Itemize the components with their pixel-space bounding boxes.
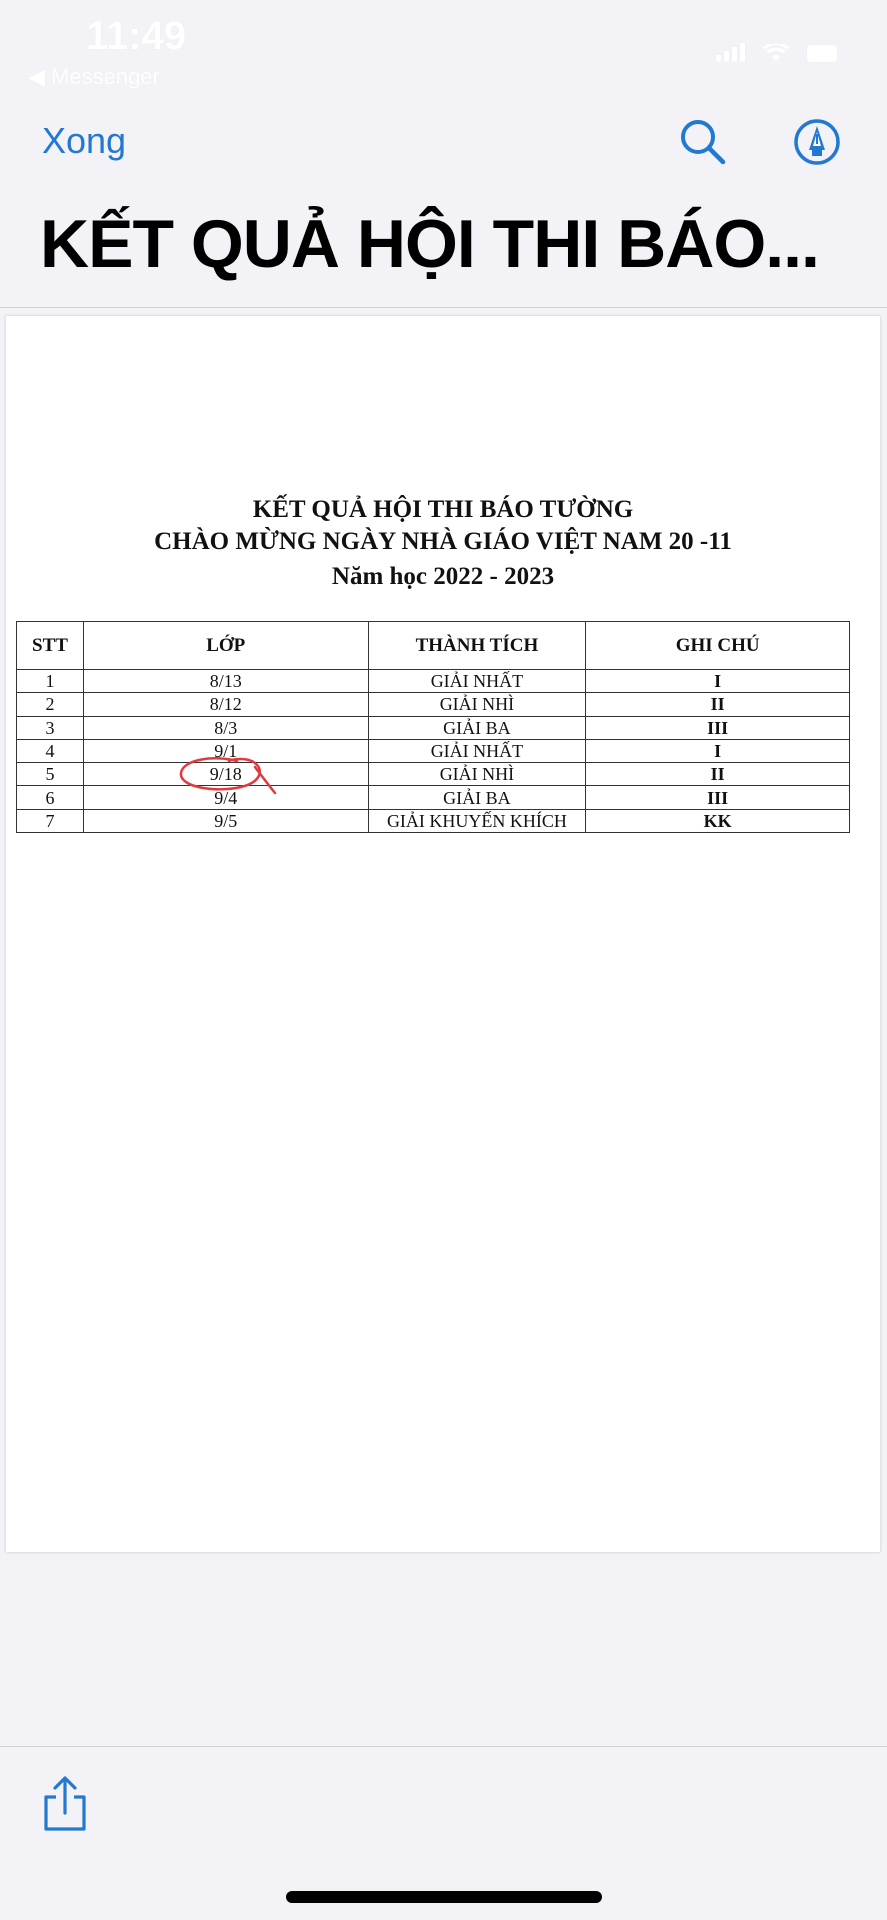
cell-stt: 7 [17, 809, 84, 832]
document-heading-title: KẾT QUẢ HỘI THI BÁO TƯỜNG [252, 496, 634, 523]
column-header-achievement: THÀNH TÍCH [368, 622, 586, 670]
column-header-note: GHI CHÚ [586, 622, 850, 670]
share-icon [40, 1775, 90, 1835]
cell-achievement: GIẢI BA [368, 716, 586, 739]
cell-stt: 3 [17, 716, 84, 739]
cell-class: 9/4 [83, 786, 368, 809]
search-icon [678, 116, 728, 168]
document-page[interactable] [6, 316, 880, 1552]
battery-icon [807, 45, 837, 62]
table-row [17, 693, 850, 716]
cell-note: I [586, 739, 850, 762]
cell-achievement: GIẢI BA [368, 786, 586, 809]
cell-achievement: GIẢI NHÌ [368, 763, 586, 786]
cell-stt: 1 [17, 670, 84, 693]
document-heading-year: Năm học 2022 - 2023 [331, 563, 555, 590]
status-bar [0, 0, 887, 90]
search-button[interactable] [678, 116, 728, 168]
header-divider [0, 307, 887, 308]
cell-stt: 2 [17, 693, 84, 716]
cell-stt: 5 [17, 763, 84, 786]
markup-pen-icon [792, 116, 842, 168]
share-button[interactable] [40, 1775, 90, 1835]
cell-note: II [586, 693, 850, 716]
cell-class: 9/1 [83, 739, 368, 762]
page-title: KẾT QUẢ HỘI THI BÁO... [40, 206, 819, 282]
document-heading-subtitle: CHÀO MỪNG NGÀY NHÀ GIÁO VIỆT NAM 20 -11 [154, 528, 732, 555]
back-to-app-link[interactable]: ◀ Messenger [28, 64, 160, 89]
status-time: 11:49 [86, 14, 187, 58]
column-header-class: LỚP [83, 622, 368, 670]
table-row [17, 809, 850, 832]
cell-note: III [586, 786, 850, 809]
cell-class: 8/12 [83, 693, 368, 716]
table-row [17, 763, 850, 786]
table-row [17, 716, 850, 739]
column-header-stt: STT [17, 622, 84, 670]
cell-class: 9/18 [83, 763, 368, 786]
home-indicator[interactable] [286, 1891, 602, 1903]
toolbar-divider [0, 1746, 887, 1747]
cell-class: 9/5 [83, 809, 368, 832]
cell-achievement: GIẢI NHẤT [368, 739, 586, 762]
table-row [17, 670, 850, 693]
cell-stt: 6 [17, 786, 84, 809]
done-button[interactable]: Xong [42, 120, 127, 161]
cell-achievement: GIẢI NHÌ [368, 693, 586, 716]
status-icons [716, 40, 837, 62]
signal-icon [716, 43, 745, 62]
cell-note: III [586, 716, 850, 739]
table-header-row [17, 622, 850, 670]
markup-button[interactable] [792, 116, 842, 168]
cell-stt: 4 [17, 739, 84, 762]
cell-class: 8/13 [83, 670, 368, 693]
cell-note: II [586, 763, 850, 786]
results-table [16, 621, 850, 833]
cell-achievement: GIẢI NHẤT [368, 670, 586, 693]
table-row [17, 739, 850, 762]
cell-note: KK [586, 809, 850, 832]
table-row [17, 786, 850, 809]
cell-note: I [586, 670, 850, 693]
cell-class: 8/3 [83, 716, 368, 739]
cell-achievement: GIẢI KHUYẾN KHÍCH [368, 809, 586, 832]
wifi-icon [763, 44, 789, 62]
